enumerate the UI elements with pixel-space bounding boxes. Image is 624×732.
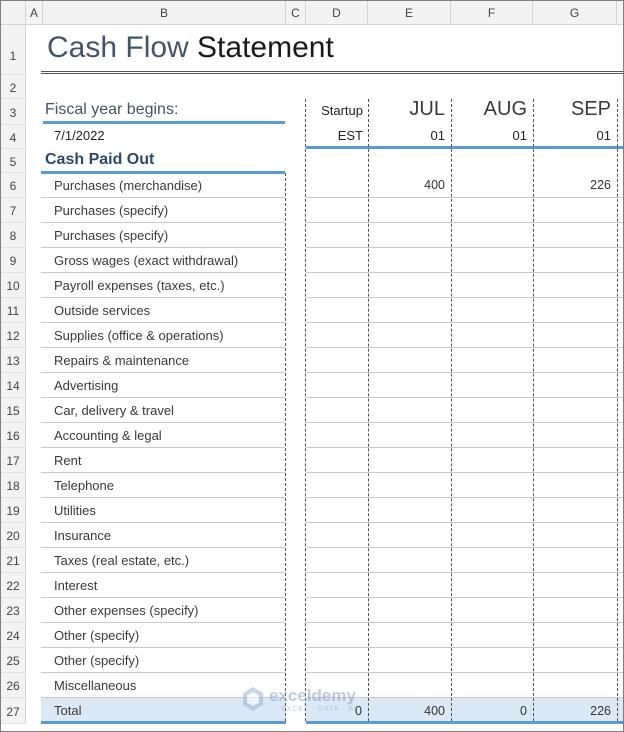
value-cell-startup[interactable] [306, 273, 368, 298]
value-cell-jul[interactable] [368, 473, 451, 498]
value-cell-sep[interactable] [533, 548, 617, 573]
value-cell-sep[interactable] [533, 573, 617, 598]
line-item-label: Taxes (real estate, etc.) [54, 553, 190, 568]
page-title [47, 31, 334, 71]
startup-est-label: EST [337, 128, 363, 143]
value-cell-aug[interactable] [451, 548, 533, 573]
section-title: Cash Paid Out [45, 151, 155, 168]
column-separator [305, 99, 306, 721]
row-header-25[interactable]: 25 [1, 648, 26, 673]
column-header-g[interactable]: G [533, 1, 617, 25]
column-separator [368, 99, 369, 721]
line-item-label: Other (specify) [54, 653, 140, 668]
value-cell-startup[interactable] [306, 648, 368, 673]
value-cell-jul[interactable] [368, 298, 451, 323]
value-cell-aug[interactable] [451, 248, 533, 273]
total-value-sep[interactable]: 226 [590, 704, 611, 718]
row-header-24[interactable]: 24 [1, 623, 26, 648]
column-separator [617, 99, 618, 721]
month-number-sep: 01 [596, 128, 611, 143]
total-value-startup[interactable]: 0 [355, 704, 362, 718]
row-header-23[interactable]: 23 [1, 598, 26, 623]
row-header-18[interactable]: 18 [1, 473, 26, 498]
value-cell-startup[interactable] [306, 423, 368, 448]
column-header-b[interactable]: B [43, 1, 286, 25]
value-cell-startup[interactable] [306, 348, 368, 373]
value-cell-jul[interactable] [368, 348, 451, 373]
row-header-5[interactable]: 5 [1, 149, 26, 173]
line-item-label: Purchases (merchandise) [54, 178, 203, 193]
value-cell-aug[interactable] [451, 673, 533, 698]
row-header-4[interactable]: 4 [1, 125, 26, 149]
value-cell-sep[interactable] [533, 198, 617, 223]
total-value-jul[interactable]: 400 [424, 704, 445, 718]
line-item-label: Utilities [54, 503, 96, 518]
line-item-label: Accounting & legal [54, 428, 162, 443]
row-header-7[interactable]: 7 [1, 198, 26, 223]
row-header-10[interactable]: 10 [1, 273, 26, 298]
total-value-aug[interactable]: 0 [520, 704, 527, 718]
row-header-20[interactable]: 20 [1, 523, 26, 548]
value-cell-jul[interactable] [368, 273, 451, 298]
value-cell-sep[interactable] [533, 398, 617, 423]
month-header-aug: AUG [483, 98, 527, 120]
value-cell-sep[interactable] [533, 298, 617, 323]
fiscal-label-underline [43, 121, 285, 124]
value-cell-startup[interactable] [306, 448, 368, 473]
line-item-label: Car, delivery & travel [54, 403, 174, 418]
value-cell-startup[interactable] [306, 473, 368, 498]
row-header-21[interactable]: 21 [1, 548, 26, 573]
row-header-14[interactable]: 14 [1, 373, 26, 398]
watermark-name: exceldemy [269, 686, 356, 705]
value-cell-sep[interactable] [533, 248, 617, 273]
column-header-c[interactable]: C [286, 1, 306, 25]
value-cell-jul[interactable] [368, 648, 451, 673]
row-header-1[interactable]: 1 [1, 25, 26, 75]
line-item-label: Purchases (specify) [54, 203, 169, 218]
value-cell-sep[interactable] [533, 373, 617, 398]
value-cell-aug[interactable] [451, 298, 533, 323]
value-cell-aug[interactable] [451, 473, 533, 498]
fiscal-year-label: Fiscal year begins: [45, 101, 179, 118]
startup-header: Startup [321, 103, 363, 118]
value-cell-aug[interactable] [451, 348, 533, 373]
value-cell-aug[interactable] [451, 398, 533, 423]
value-cell-jul[interactable] [368, 248, 451, 273]
value-cell-sep[interactable] [533, 673, 617, 698]
value-cell-startup[interactable] [306, 498, 368, 523]
line-item-label: Interest [54, 578, 98, 593]
row-header-16[interactable]: 16 [1, 423, 26, 448]
column-header-a[interactable]: A [26, 1, 43, 25]
column-header-d[interactable]: D [306, 1, 368, 25]
row-header-3[interactable]: 3 [1, 99, 26, 125]
value-cell-startup[interactable] [306, 623, 368, 648]
fiscal-year-date[interactable]: 7/1/2022 [54, 128, 105, 143]
value-cell-jul[interactable] [368, 523, 451, 548]
total-label: Total [54, 703, 82, 718]
value-cell-startup[interactable] [306, 323, 368, 348]
value-cell-jul[interactable] [368, 373, 451, 398]
value-cell-sep[interactable] [533, 473, 617, 498]
value-cell-aug[interactable] [451, 448, 533, 473]
value-cell-sep[interactable] [533, 348, 617, 373]
month-number-jul: 01 [430, 128, 445, 143]
line-item-label: Other (specify) [54, 628, 140, 643]
month-header-sep: SEP [570, 98, 611, 120]
value-cell-jul[interactable] [368, 498, 451, 523]
value-cell-sep[interactable] [533, 323, 617, 348]
value-cell-aug[interactable] [451, 598, 533, 623]
value-cell-sep[interactable] [533, 498, 617, 523]
value-cell-sep[interactable] [533, 423, 617, 448]
value-cell-aug[interactable] [451, 223, 533, 248]
value-cell-startup[interactable] [306, 373, 368, 398]
row-header-11[interactable]: 11 [1, 298, 26, 323]
value-cell-startup[interactable] [306, 248, 368, 273]
column-separator [451, 99, 452, 721]
value-cell-aug[interactable] [451, 323, 533, 348]
line-item-label: Gross wages (exact withdrawal) [54, 253, 239, 268]
total-bottom-border [41, 721, 286, 724]
value-cell-startup[interactable] [306, 223, 368, 248]
value-cell-sep[interactable] [533, 523, 617, 548]
value-cell-aug[interactable] [451, 173, 533, 198]
line-item-label: Advertising [54, 378, 119, 393]
value-cell-aug[interactable] [451, 273, 533, 298]
line-item-label: Other expenses (specify) [54, 603, 199, 618]
value-cell-sep[interactable] [533, 598, 617, 623]
value-cell-jul[interactable] [368, 548, 451, 573]
row-header-19[interactable]: 19 [1, 498, 26, 523]
column-header-f[interactable]: F [451, 1, 533, 25]
line-item-label: Purchases (specify) [54, 228, 169, 243]
value-cell-startup[interactable] [306, 298, 368, 323]
value-cell-sep[interactable] [533, 223, 617, 248]
value-cell-jul[interactable] [368, 423, 451, 448]
value-cell-sep[interactable] [533, 623, 617, 648]
line-item-label: Outside services [54, 303, 151, 318]
value-cell-jul[interactable] [368, 598, 451, 623]
total-bottom-border-values [306, 721, 624, 724]
month-header-jul: JUL [409, 98, 445, 120]
period-header-underline [306, 146, 624, 149]
row-header-6[interactable]: 6 [1, 173, 26, 198]
value-cell-jul[interactable] [368, 448, 451, 473]
title-underline [41, 71, 624, 72]
value-cell-aug[interactable] [451, 198, 533, 223]
value-cell-startup[interactable] [306, 173, 368, 198]
title-underline-2 [41, 73, 624, 74]
value-cell-jul[interactable] [368, 323, 451, 348]
row-header-17[interactable]: 17 [1, 448, 26, 473]
month-number-aug: 01 [512, 128, 527, 143]
column-separator [533, 99, 534, 721]
row-header-9[interactable]: 9 [1, 248, 26, 273]
line-item-label: Supplies (office & operations) [54, 328, 224, 343]
value-cell-jul[interactable] [368, 573, 451, 598]
value-cell-startup[interactable] [306, 548, 368, 573]
title-bold: Statement [197, 31, 334, 64]
line-item-label: Rent [54, 453, 82, 468]
row-header-13[interactable]: 13 [1, 348, 26, 373]
row-header-27[interactable]: 27 [1, 698, 26, 724]
value-cell-aug[interactable] [451, 423, 533, 448]
watermark-logo [239, 684, 389, 718]
row-header-12[interactable]: 12 [1, 323, 26, 348]
value-cell-startup[interactable] [306, 573, 368, 598]
value-cell-aug[interactable] [451, 523, 533, 548]
row-header-22[interactable]: 22 [1, 573, 26, 598]
title-light: Cash Flow [47, 31, 198, 64]
value-cell-aug[interactable] [451, 623, 533, 648]
watermark-tagline: EXCEL · DATA · BI [281, 706, 357, 713]
value-cell-aug[interactable] [451, 573, 533, 598]
row-header-15[interactable]: 15 [1, 398, 26, 423]
value-cell-startup[interactable] [306, 398, 368, 423]
value-cell-jul[interactable] [368, 623, 451, 648]
line-item-label: Miscellaneous [54, 678, 137, 693]
value-cell-jul[interactable] [368, 198, 451, 223]
line-item-label: Repairs & maintenance [54, 353, 190, 368]
value-cell-sep[interactable]: 226 [590, 178, 611, 192]
value-cell-jul[interactable] [368, 223, 451, 248]
line-item-label: Telephone [54, 478, 114, 493]
column-header-extra [617, 1, 624, 25]
value-cell-sep[interactable] [533, 273, 617, 298]
column-header-e[interactable]: E [368, 1, 451, 25]
row-header-8[interactable]: 8 [1, 223, 26, 248]
value-cell-jul[interactable] [368, 398, 451, 423]
column-separator [285, 173, 286, 721]
value-cell-aug[interactable] [451, 498, 533, 523]
line-item-label: Payroll expenses (taxes, etc.) [54, 278, 225, 293]
value-cell-startup[interactable] [306, 523, 368, 548]
value-cell-startup[interactable] [306, 198, 368, 223]
value-cell-aug[interactable] [451, 648, 533, 673]
value-cell-startup[interactable] [306, 598, 368, 623]
value-cell-aug[interactable] [451, 373, 533, 398]
row-header-2[interactable]: 2 [1, 75, 26, 99]
row-header-26[interactable]: 26 [1, 673, 26, 698]
line-item-label: Insurance [54, 528, 112, 543]
value-cell-jul[interactable]: 400 [424, 178, 445, 192]
value-cell-sep[interactable] [533, 648, 617, 673]
select-all-corner[interactable] [1, 1, 26, 25]
value-cell-sep[interactable] [533, 448, 617, 473]
